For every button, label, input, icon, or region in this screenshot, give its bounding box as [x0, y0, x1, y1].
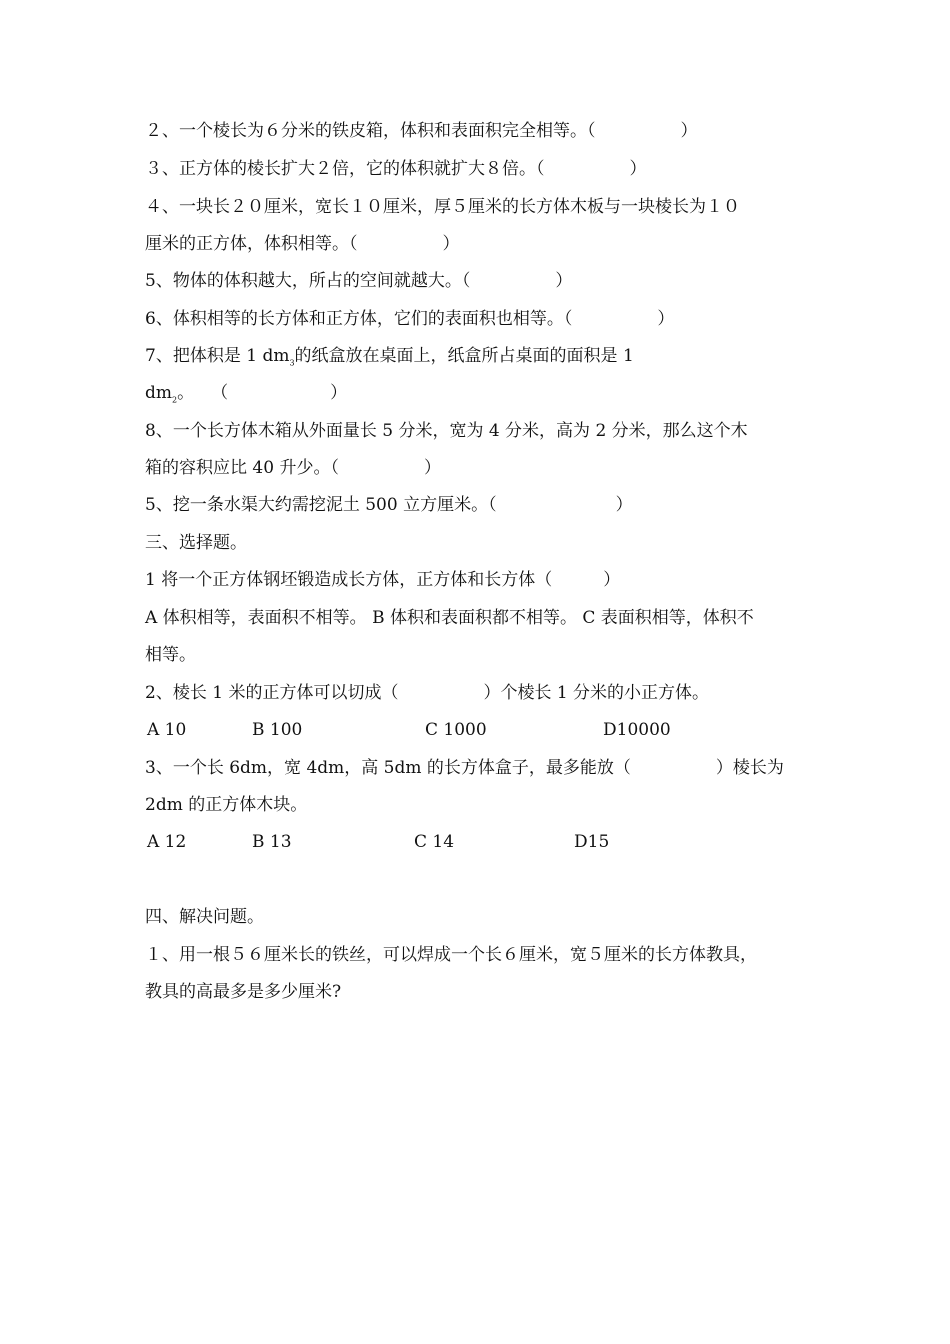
choice-question-3-line1: 3、一个长 6dm，宽 4dm，高 5dm 的长方体盒子，最多能放（ ）棱长为: [145, 758, 784, 778]
choice-2-option-d: D10000: [603, 720, 671, 740]
choice-2-option-a: A 10: [147, 720, 187, 740]
solve-question-1-line2: 教具的高最多是多少厘米?: [145, 982, 342, 1002]
tf-question-7-unit: dm: [145, 383, 173, 403]
tf-question-7-text-a: 7、把体积是 1 dm: [145, 346, 290, 366]
choice-question-1-options-line1: A 体积相等，表面积不相等。 B 体积和表面积都不相等。 C 表面积相等，体积不: [145, 608, 754, 628]
choice-question-1: 1 将一个正方体钢坯锻造成长方体，正方体和长方体（ ）: [145, 570, 621, 590]
choice-question-3-line2: 2dm 的正方体木块。: [145, 795, 308, 815]
tf-question-7-text-b: 的纸盒放在桌面上，纸盒所占桌面的面积是 1: [294, 346, 634, 366]
tf-question-7-superscript-2: 2: [172, 395, 178, 405]
choice-question-2: 2、棱长 1 米的正方体可以切成（ ）个棱长 1 分米的小正方体。: [145, 683, 710, 703]
choice-2-option-c: C 1000: [425, 720, 487, 740]
tf-question-7-superscript-3: 3: [289, 358, 295, 368]
tf-question-8-line2: 箱的容积应比 40 升少。（ ）: [145, 458, 441, 478]
solve-question-1-line1: １、用一根５６厘米长的铁丝，可以焊成一个长６厘米，宽５厘米的长方体教具，: [145, 945, 757, 965]
tf-question-5b: 5、挖一条水渠大约需挖泥土 500 立方厘米。（ ）: [145, 495, 633, 515]
tf-question-3: ３、正方体的棱长扩大２倍，它的体积就扩大８倍。（ ）: [145, 159, 647, 179]
tf-question-8-line1: 8、一个长方体木箱从外面量长 5 分米，宽为 4 分米，高为 2 分米，那么这个木: [145, 421, 748, 441]
choice-question-1-options-line2: 相等。: [145, 645, 196, 665]
tf-question-7-line1: [145, 345, 634, 374]
choice-3-option-c: C 14: [414, 832, 455, 852]
choice-3-option-a: A 12: [147, 832, 187, 852]
tf-question-4-line1: ４、一块长２０厘米，宽长１０厘米，厚５厘米的长方体木板与一块棱长为１０: [145, 197, 740, 217]
tf-question-5: 5、物体的体积越大，所占的空间就越大。（ ）: [145, 271, 573, 291]
choice-2-option-b: B 100: [252, 720, 303, 740]
tf-question-4-line2: 厘米的正方体，体积相等。（ ）: [145, 234, 460, 254]
choice-3-option-b: B 13: [252, 832, 292, 852]
choice-3-option-d: D15: [574, 832, 610, 852]
tf-question-6: 6、体积相等的长方体和正方体，它们的表面积也相等。（ ）: [145, 309, 675, 329]
tf-question-2: ２、一个棱长为６分米的铁皮箱，体积和表面积完全相等。（ ）: [145, 121, 698, 141]
solve-section-heading: 四、解决问题。: [145, 907, 264, 927]
tf-question-7-line2: [145, 382, 347, 411]
tf-question-7-blank: 。 （ ）: [177, 383, 348, 403]
choice-section-heading: 三、选择题。: [145, 533, 247, 553]
